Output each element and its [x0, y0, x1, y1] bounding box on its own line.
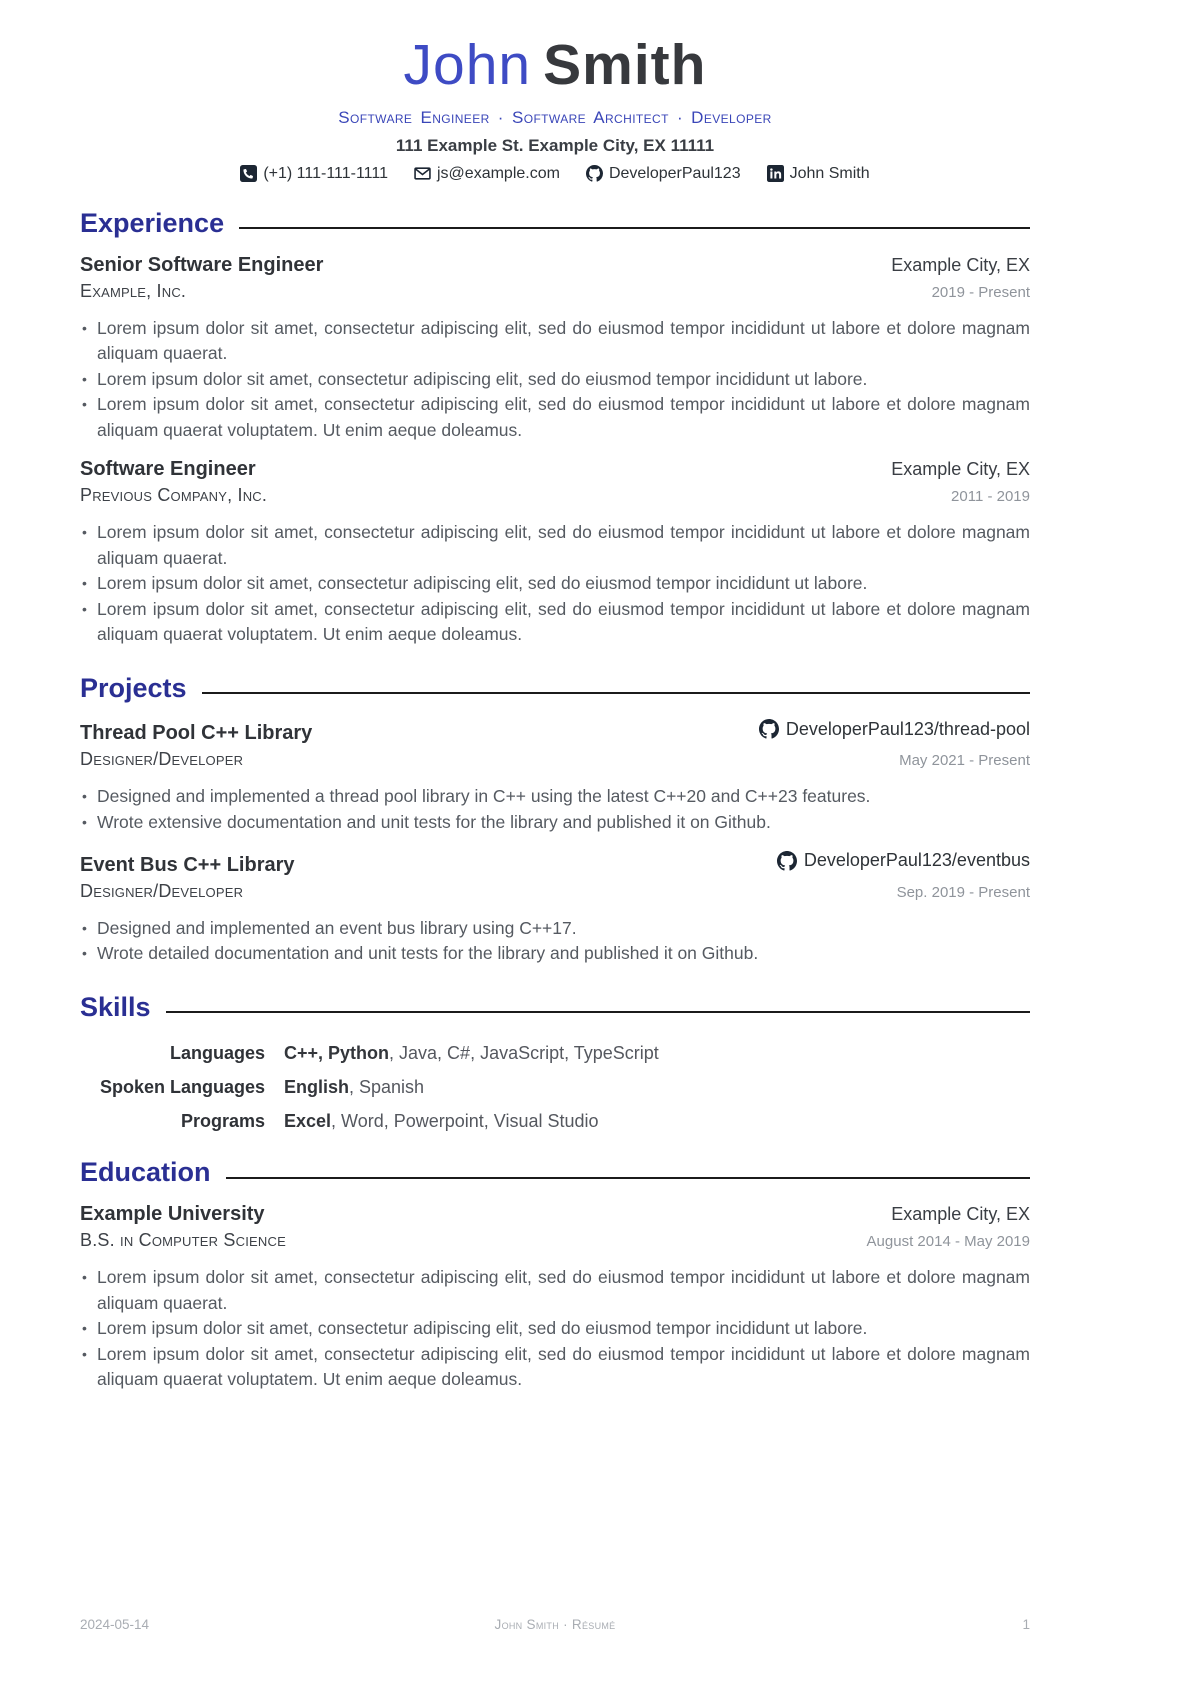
skills-highlight: Excel [284, 1110, 332, 1131]
project-name: Event Bus C++ Library [80, 853, 295, 876]
skills-rest: , Spanish [349, 1076, 425, 1097]
experience-entry [80, 254, 1030, 444]
skills-rest: , Java, C#, JavaScript, TypeScript [389, 1042, 659, 1063]
bullet-item: • Lorem ipsum dolor sit amet, consectetur adipiscing elit, sed do eiusmod tempor incididunt ut labore et dolore magnam aliquam quaerat voluptatem. Ut enim aeque doleamus. [80, 597, 1030, 648]
section-title: Skills [80, 991, 151, 1022]
skills-value [284, 1111, 599, 1132]
bullet-item: • Designed and implemented an event bus library using C++17. [80, 916, 1030, 942]
footer-date: 2024-05-14 [80, 1617, 150, 1632]
resume-header [80, 33, 1030, 183]
section-rule [202, 692, 1030, 694]
bullet-item: • Wrote detailed documentation and unit tests for the library and published it on Github. [80, 941, 1030, 967]
footer-page-number: 1 [1022, 1617, 1030, 1632]
skills-value [284, 1043, 659, 1064]
bullet-item: • Lorem ipsum dolor sit amet, consectetur adipiscing elit, sed do eiusmod tempor incididunt ut labore. [80, 367, 1030, 393]
github-icon [777, 851, 797, 871]
page-footer [80, 1617, 1030, 1632]
email-link[interactable] [414, 165, 560, 183]
project-role: Designer/Developer [80, 880, 244, 901]
skills-label: Spoken Languages [99, 1076, 265, 1097]
github-username: DeveloperPaul123 [608, 164, 741, 182]
repo-name: DeveloperPaul123/thread-pool [785, 718, 1030, 739]
linkedin-profile-link[interactable] [767, 165, 870, 183]
project-entry [80, 850, 1030, 967]
section-title: Education [80, 1156, 211, 1187]
skills-table [80, 1043, 1030, 1132]
section-education [80, 1157, 1030, 1393]
github-icon [759, 719, 779, 739]
section-projects [80, 673, 1030, 967]
experience-entry [80, 458, 1030, 648]
job-location: Example City, EX [891, 254, 1030, 275]
skills-row [80, 1111, 1030, 1132]
section-rule [239, 227, 1030, 229]
bullet-item: • Wrote extensive documentation and unit tests for the library and published it on Github. [80, 810, 1030, 836]
project-repo-link[interactable] [759, 719, 1030, 740]
bullet-item: • Lorem ipsum dolor sit amet, consectetur adipiscing elit, sed do eiusmod tempor incididunt ut labore et dolore magnam aliquam quaerat. [80, 520, 1030, 571]
project-name: Thread Pool C++ Library [80, 722, 313, 745]
section-header [80, 992, 1030, 1023]
skills-label: Languages [169, 1042, 265, 1063]
contact-row [80, 165, 1030, 183]
linkedin-icon [767, 165, 784, 182]
bullet-item: • Designed and implemented a thread pool library in C++ using the latest C++20 and C++23 features. [80, 784, 1030, 810]
first-name: John [403, 33, 532, 97]
footer-document-title: John Smith · Résumé [494, 1617, 616, 1632]
email-address: js@example.com [437, 164, 560, 182]
address-line: 111 Example St. Example City, EX 11111 [395, 135, 715, 155]
bullet-item: • Lorem ipsum dolor sit amet, consectetur adipiscing elit, sed do eiusmod tempor incididunt ut labore et dolore magnam aliquam quaerat. [80, 316, 1030, 367]
skills-rest: , Word, Powerpoint, Visual Studio [331, 1110, 599, 1131]
bullet-list [80, 916, 1030, 967]
phone-square-icon [240, 165, 257, 182]
section-rule [226, 1177, 1030, 1179]
bullet-item: • Lorem ipsum dolor sit amet, consectetur adipiscing elit, sed do eiusmod tempor incididunt ut labore et dolore magnam aliquam quaerat voluptatem. Ut enim aeque doleamus. [80, 1342, 1030, 1393]
job-company: Example, Inc. [80, 280, 187, 301]
school-name: Example University [80, 1203, 265, 1226]
skills-highlight: C++, Python [284, 1042, 390, 1063]
project-repo-link[interactable] [777, 850, 1030, 871]
person-name [80, 33, 1030, 97]
degree: B.S. in Computer Science [80, 1230, 286, 1251]
bullet-list [80, 520, 1030, 648]
project-entry [80, 719, 1030, 836]
job-location: Example City, EX [891, 459, 1030, 480]
job-company: Previous Company, Inc. [80, 485, 268, 506]
github-icon [586, 165, 603, 182]
tagline: Software Engineer · Software Architect · Developer [338, 107, 772, 127]
github-profile-link[interactable] [586, 165, 741, 183]
job-dates: 2011 - 2019 [951, 488, 1030, 506]
section-title: Experience [80, 207, 225, 238]
job-dates: 2019 - Present [931, 283, 1030, 301]
phone-link[interactable] [240, 165, 388, 183]
repo-name: DeveloperPaul123/eventbus [803, 850, 1030, 871]
last-name: Smith [543, 33, 707, 97]
bullet-list [80, 784, 1030, 835]
project-dates: May 2021 - Present [899, 752, 1030, 770]
linkedin-name: John Smith [789, 164, 870, 182]
section-skills [80, 992, 1030, 1132]
phone-number: (+1) 111-111-1111 [263, 164, 388, 182]
section-header [80, 673, 1030, 704]
section-header [80, 208, 1030, 239]
school-location: Example City, EX [891, 1204, 1030, 1225]
bullet-list [80, 1265, 1030, 1393]
skills-row [80, 1043, 1030, 1064]
section-experience [80, 208, 1030, 648]
section-rule [166, 1011, 1030, 1013]
bullet-item: • Lorem ipsum dolor sit amet, consectetur adipiscing elit, sed do eiusmod tempor incididunt ut labore et dolore magnam aliquam quaerat voluptatem. Ut enim aeque doleamus. [80, 392, 1030, 443]
bullet-list [80, 316, 1030, 444]
skills-label: Programs [180, 1110, 265, 1131]
section-title: Projects [80, 672, 187, 703]
skills-highlight: English [284, 1076, 350, 1097]
project-dates: Sep. 2019 - Present [896, 883, 1030, 901]
envelope-icon [414, 165, 431, 182]
education-entry [80, 1203, 1030, 1393]
bullet-item: • Lorem ipsum dolor sit amet, consectetur adipiscing elit, sed do eiusmod tempor incididunt ut labore et dolore magnam aliquam quaerat. [80, 1265, 1030, 1316]
project-role: Designer/Developer [80, 749, 244, 770]
bullet-item: • Lorem ipsum dolor sit amet, consectetur adipiscing elit, sed do eiusmod tempor incididunt ut labore. [80, 571, 1030, 597]
education-dates: August 2014 - May 2019 [866, 1233, 1030, 1251]
section-header [80, 1157, 1030, 1188]
skills-value [284, 1077, 424, 1098]
bullet-item: • Lorem ipsum dolor sit amet, consectetur adipiscing elit, sed do eiusmod tempor incididunt ut labore. [80, 1316, 1030, 1342]
job-title: Software Engineer [80, 458, 256, 481]
job-title: Senior Software Engineer [80, 253, 324, 276]
skills-row [80, 1077, 1030, 1098]
